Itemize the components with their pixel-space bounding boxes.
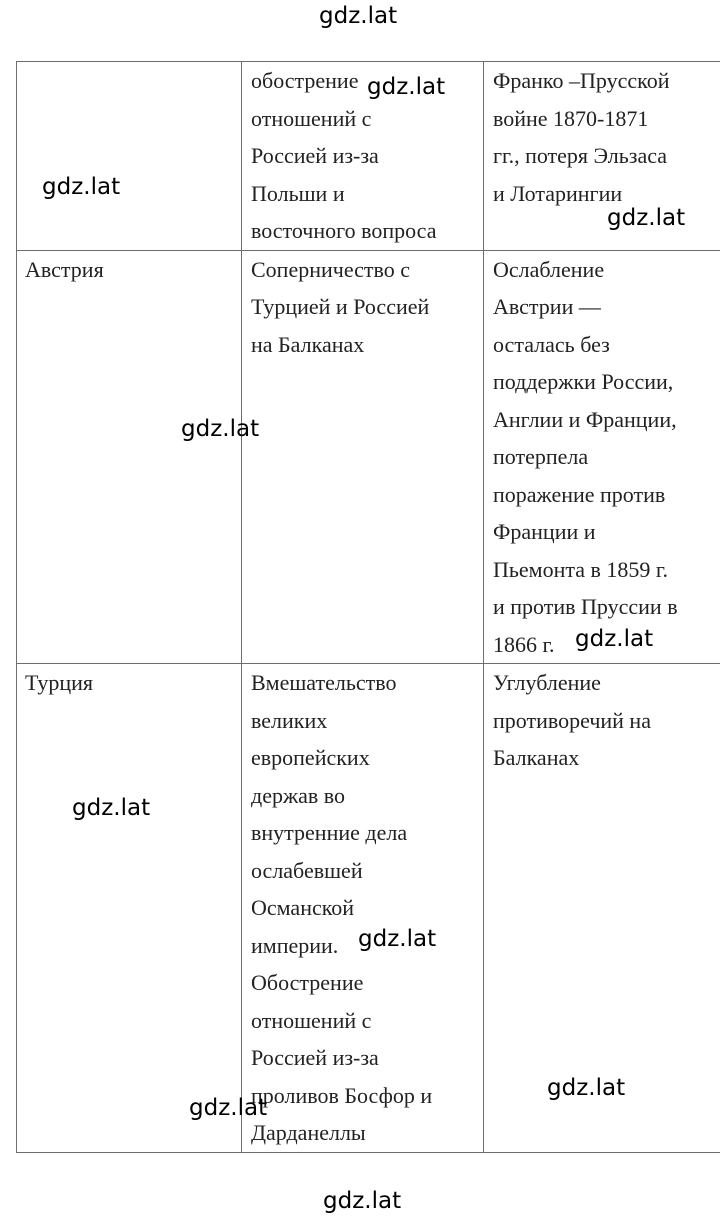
watermark-text: gdz.lat [575,626,654,652]
watermark-text: gdz.lat [367,74,446,100]
result-cell: Углубление противоречий на Балканах [484,664,720,1153]
country-cell [17,62,242,251]
country-cell: Турция [17,664,242,1153]
cause-cell: Соперничество с Турцией и Россией на Балканах [242,250,484,664]
watermark-text: gdz.lat [181,416,260,442]
result-cell: Франко –Прусской войне 1870-1871 гг., потеря Эльзаса и Лотарингии [484,62,720,251]
watermark-text: gdz.lat [323,1188,402,1214]
country-cell: Австрия [17,250,242,664]
watermark-text: gdz.lat [547,1075,626,1101]
watermark-text: gdz.lat [319,3,398,29]
watermark-text: gdz.lat [72,795,151,821]
result-cell: Ослабление Австрии — осталась без поддержки России, Англии и Франции, потерпела поражение против Франции и Пьемонта в 1859 г. и против Пруссии в 1866 г. [484,250,720,664]
table-row [17,250,720,664]
cause-cell: обострение отношений с Россией из-за Польши и восточного вопроса [242,62,484,251]
watermark-text: gdz.lat [607,205,686,231]
watermark-text: gdz.lat [189,1095,268,1121]
watermark-text: gdz.lat [358,926,437,952]
watermark-text: gdz.lat [42,174,121,200]
cause-cell: Вмешательство великих европейских держав во внутренние дела ослабевшей Османской империи. Обострение отношений с Россией из-за проливов Босфор и Дарданеллы [242,664,484,1153]
